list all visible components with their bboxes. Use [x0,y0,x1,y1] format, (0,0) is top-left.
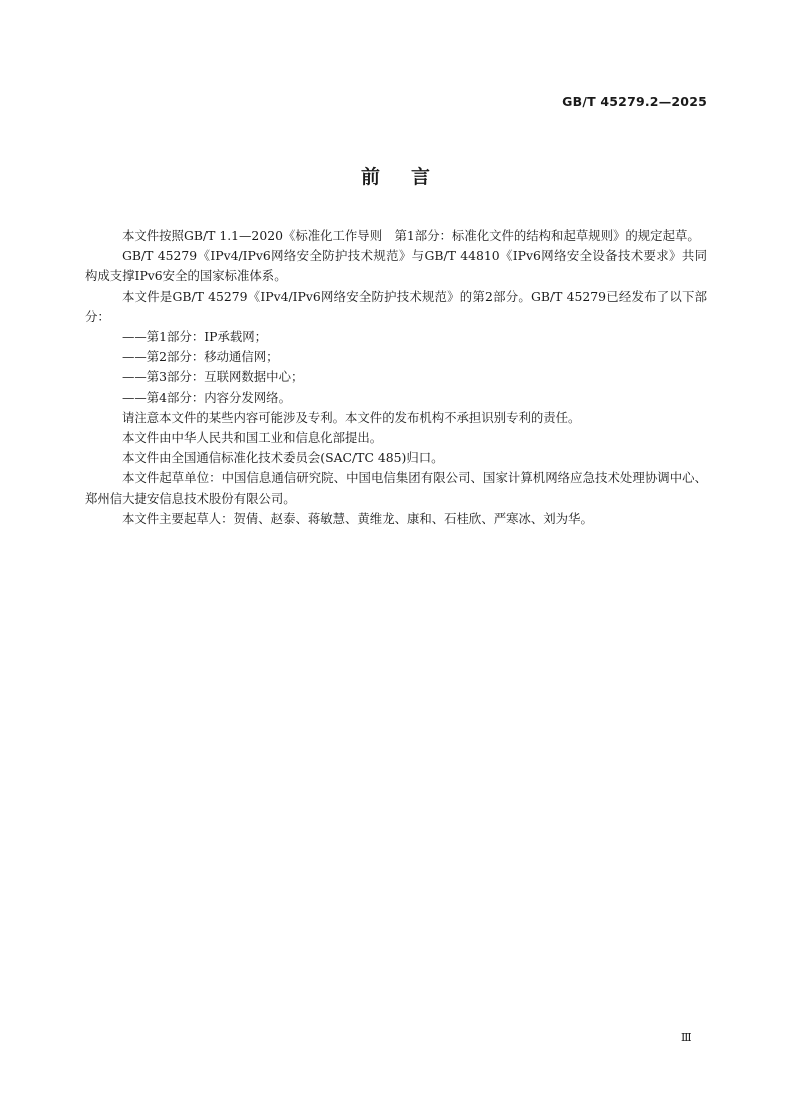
standard-code: GB/T 45279.2—2025 [562,94,707,109]
list-item-part-2: ——第2部分：移动通信网； [122,349,279,365]
list-item-part-1: ——第1部分：IP承载网； [122,329,268,345]
page-number: Ⅲ [681,1031,692,1044]
paragraph-committee: 本文件由全国通信标准化技术委员会(SAC/TC 485)归口。 [122,450,444,466]
title-char-2: 言 [411,166,432,188]
paragraph-patent-notice: 请注意本文件的某些内容可能涉及专利。本文件的发布机构不承担识别专利的责任。 [122,409,581,425]
title-char-1: 前 [360,166,381,188]
paragraph-part-intro: 本文件是GB/T 45279《IPv4/IPv6网络安全防护技术规范》的第2部分。GB/T 45279已经发布了以下部分： [85,288,707,324]
list-item-part-4: ——第4部分：内容分发网络。 [122,389,291,405]
paragraph-drafting-units: 本文件起草单位：中国信息通信研究院、中国电信集团有限公司、国家计算机网络应急技术处理协调中心、郑州信大捷安信息技术股份有限公司。 [85,470,707,506]
paragraph-standard-system: GB/T 45279《IPv4/IPv6网络安全防护技术规范》与GB/T 44810《IPv6网络安全设备技术要求》共同构成支撑IPv6安全的国家标准体系。 [85,248,707,284]
paragraph-drafters: 本文件主要起草人：贺倩、赵泰、蒋敏慧、黄维龙、康和、石桂欣、严寒冰、刘为华。 [122,510,593,526]
list-item-part-3: ——第3部分：互联网数据中心； [122,369,304,385]
paragraph-drafting-rules: 本文件按照GB/T 1.1—2020《标准化工作导则 第1部分：标准化文件的结构和起草规则》的规定起草。 [122,228,700,243]
paragraph-proposer: 本文件由中华人民共和国工业和信息化部提出。 [122,430,383,446]
page-title [0,162,792,189]
foreword-body [85,226,707,529]
